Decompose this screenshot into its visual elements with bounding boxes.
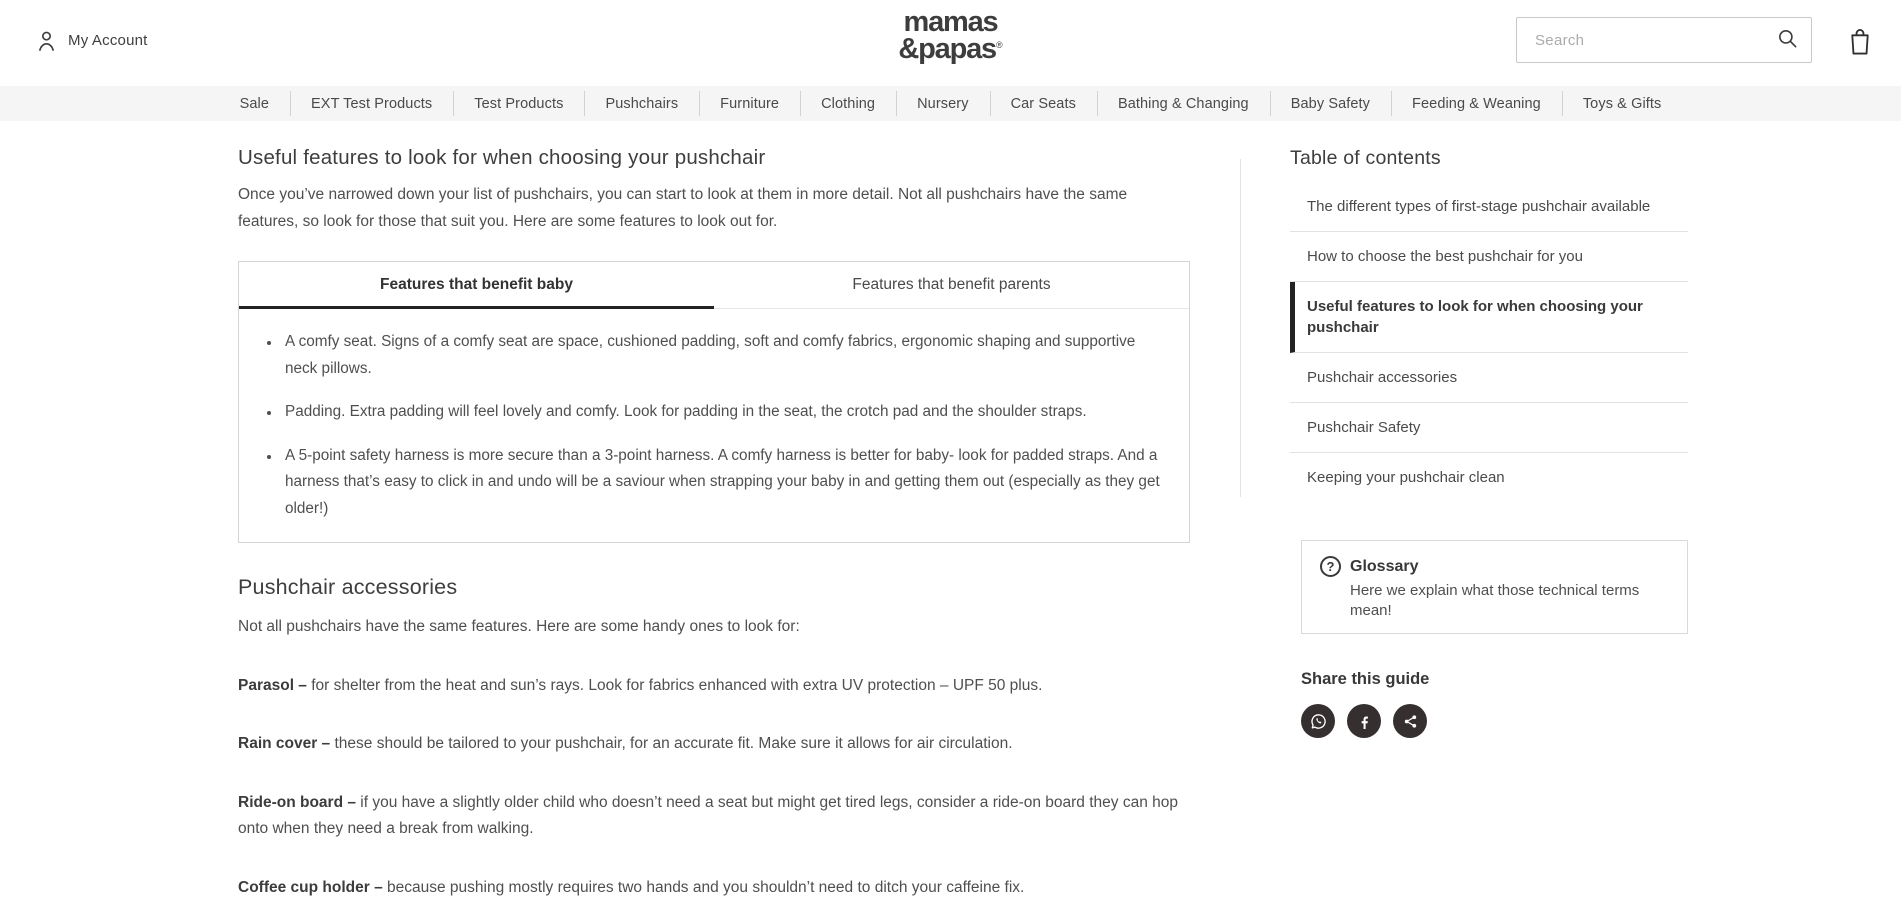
toc-item-different-types[interactable]: The different types of first-stage pushchair available [1290, 182, 1688, 232]
table-of-contents [1290, 182, 1688, 502]
nav-item-test-products[interactable]: Test Products [453, 86, 584, 121]
logo-line-1: mamas [903, 6, 998, 38]
share-title: Share this guide [1301, 670, 1430, 688]
accessory-coffee-cup-holder [238, 875, 1190, 902]
accessory-desc: these should be tailored to your pushchair, for an accurate fit. Make sure it allows for air circulation. [334, 735, 1013, 752]
tab-features-benefit-parents[interactable]: Features that benefit parents [852, 276, 1051, 293]
feature-bullet: • A comfy seat. Signs of a comfy seat are space, cushioned padding, soft and comfy fabrics, ergonomic shaping and supportive neck pillows. [281, 329, 1163, 382]
nav-item-toys-gifts[interactable]: Toys & Gifts [1562, 86, 1683, 121]
accessory-desc: for shelter from the heat and sun’s rays. Look for fabrics enhanced with extra UV protection – UPF 50 plus. [311, 676, 1043, 694]
accessory-desc: because pushing mostly requires two hands and you shouldn’t need to ditch your caffeine fix. [387, 878, 1025, 896]
toc-item-how-to-choose[interactable]: How to choose the best pushchair for you [1290, 232, 1688, 282]
features-tab-panel [238, 261, 1190, 543]
toc-item-keeping-clean[interactable]: Keeping your pushchair clean [1307, 469, 1505, 486]
feature-bullet: • A 5-point safety harness is more secure than a 3-point harness. A comfy harness is better for baby- look for padded straps. And a harness that’s easy to click in and undo will be a saviour when strapping your baby in and getting them out (especially as they get older!) [281, 443, 1163, 523]
search-submit-button[interactable] [1763, 27, 1811, 53]
nav-item-car-seats[interactable]: Car Seats [990, 86, 1097, 121]
search-input[interactable] [1517, 32, 1763, 49]
glossary-header [1320, 556, 1669, 577]
cart-button[interactable] [1846, 26, 1874, 58]
accessory-term: Parasol – [238, 676, 307, 694]
glossary-text: Here we explain what those technical terms mean! [1350, 582, 1640, 619]
accessory-parasol [238, 673, 1190, 700]
nav-item-pushchairs[interactable]: Pushchairs [584, 86, 699, 121]
nav-item-furniture[interactable]: Furniture [699, 86, 800, 121]
toc-item-pushchair-safety[interactable]: Pushchair Safety [1290, 403, 1688, 453]
sidebar [1290, 142, 1688, 738]
question-circle-icon: ? [1320, 556, 1341, 577]
features-bullet-list [239, 329, 1189, 522]
article-content [238, 142, 1190, 906]
section-title: Useful features to look for when choosing your pushchair [238, 146, 766, 169]
accessory-term: Ride-on board – [238, 793, 356, 811]
section-intro: Once you’ve narrowed down your list of pushchairs, you can start to look at them in more detail. Not all pushchairs have the same features, so look for those that suit you. Here are some features to look out for. [238, 186, 1128, 230]
main-area [0, 121, 1901, 906]
nav-item-nursery[interactable]: Nursery [896, 86, 989, 121]
feature-bullet: • Padding. Extra padding will feel lovely and comfy. Look for padding in the seat, the crotch pad and the shoulder straps. [281, 399, 1163, 426]
primary-nav [0, 86, 1901, 121]
accessory-rain-cover [238, 731, 1190, 758]
toc-item-useful-features[interactable]: Useful features to look for when choosing your pushchair [1290, 282, 1688, 353]
nav-item-baby-safety[interactable]: Baby Safety [1270, 86, 1391, 121]
accessory-ride-on-board [238, 790, 1190, 843]
nav-item-bathing-changing[interactable]: Bathing & Changing [1097, 86, 1270, 121]
brand-logo[interactable] [898, 6, 1003, 65]
glossary-title: Glossary [1350, 557, 1419, 575]
share-section [1301, 670, 1688, 738]
toc-item-pushchair-accessories[interactable]: Pushchair accessories [1290, 353, 1688, 403]
accessory-term: Coffee cup holder – [238, 878, 383, 896]
nav-item-sale[interactable]: Sale [239, 95, 270, 112]
facebook-icon [1355, 712, 1374, 731]
share-icon-row [1301, 704, 1688, 738]
site-header [0, 0, 1901, 86]
features-tab-list [239, 262, 1189, 309]
accessories-title: Pushchair accessories [238, 575, 458, 599]
search-icon [1776, 27, 1799, 53]
accessory-term: Rain cover – [238, 735, 331, 752]
my-account-button[interactable] [36, 29, 148, 52]
nav-item-clothing[interactable]: Clothing [800, 86, 896, 121]
share-whatsapp-button[interactable] [1301, 704, 1335, 738]
logo-line-2: &papas® [898, 33, 1003, 65]
nav-item-feeding-weaning[interactable]: Feeding & Weaning [1391, 86, 1562, 121]
share-nodes-button[interactable] [1393, 704, 1427, 738]
shopping-bag-icon [1847, 44, 1873, 59]
nav-item-ext-test-products[interactable]: EXT Test Products [290, 86, 453, 121]
registered-mark: ® [995, 40, 1003, 50]
my-account-label: My Account [68, 32, 148, 49]
share-nodes-icon [1401, 712, 1420, 731]
accessories-intro: Not all pushchairs have the same features. Here are some handy ones to look for: [238, 618, 800, 635]
glossary-card[interactable] [1301, 540, 1688, 634]
search-box [1516, 17, 1812, 63]
user-icon [36, 29, 57, 52]
content-sidebar-divider [1240, 159, 1241, 497]
toc-title: Table of contents [1290, 147, 1441, 169]
whatsapp-icon [1309, 712, 1328, 731]
share-facebook-button[interactable] [1347, 704, 1381, 738]
tab-features-benefit-baby[interactable]: Features that benefit baby [239, 262, 714, 309]
accessory-desc: if you have a slightly older child who doesn’t need a seat but might get tired legs, consider a ride-on board they can hop onto when they need a break from walking. [238, 793, 1178, 837]
